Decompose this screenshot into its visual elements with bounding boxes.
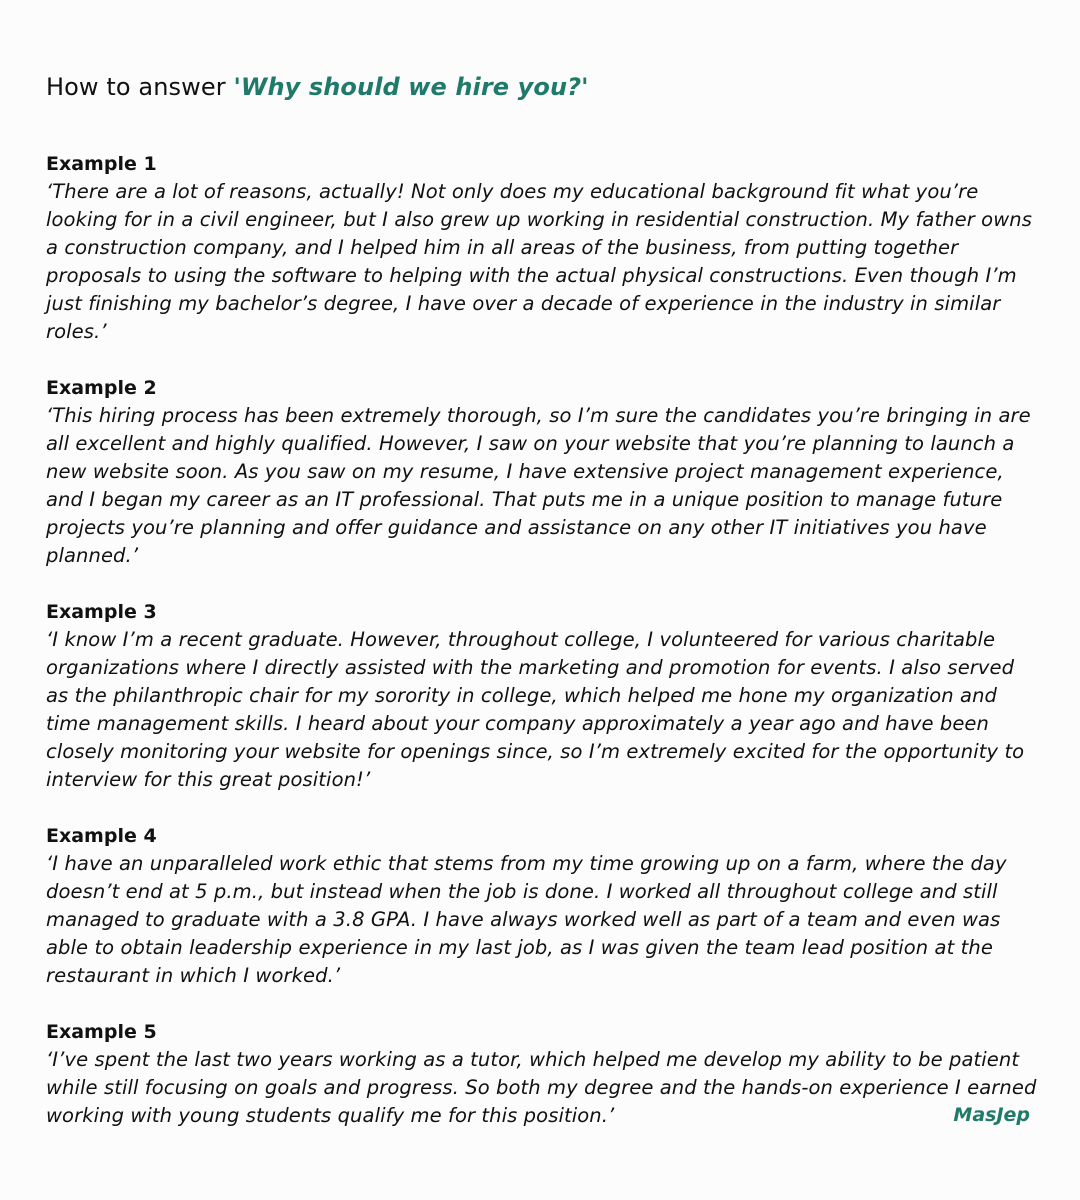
example-block-3 [46, 598, 1041, 794]
example-block-4 [46, 822, 1041, 990]
brand-watermark: MasJep [953, 1104, 1030, 1126]
example-block-2 [46, 374, 1041, 570]
example-heading: Example 5 [46, 1021, 157, 1043]
example-heading: Example 4 [46, 825, 157, 847]
example-heading: Example 2 [46, 377, 157, 399]
document-page [46, 70, 1041, 1158]
example-body: ‘There are a lot of reasons, actually! Not only does my educational background fit what you’re looking for in a civil engineer, but I also grew up working in residential construction. My father owns a construction company, and I helped him in all areas of the business, from putting together proposals to using the software to helping with the actual physical constructions. Even though I’m just finishing my bachelor’s degree, I have over a decade of experience in the industry in similar roles.’ [46, 180, 1032, 343]
example-heading: Example 1 [46, 153, 157, 175]
example-body: ‘I have an unparalleled work ethic that stems from my time growing up on a farm, where the day doesn’t end at 5 p.m., but instead when the job is done. I worked all throughout college and still managed to graduate with a 3.8 GPA. I have always worked well as part of a team and even was able to obtain leadership experience in my last job, as I was given the team lead position at the restaurant in which I worked.’ [46, 852, 1007, 987]
title-prefix: How to answer [46, 73, 234, 101]
example-body: ‘I’ve spent the last two years working as a tutor, which helped me develop my ability to be patient while still focusing on goals and progress. So both my degree and the hands-on experience I earned working with young students qualify me for this position.’ [46, 1048, 1037, 1127]
example-heading: Example 3 [46, 601, 157, 623]
example-body: ‘This hiring process has been extremely thorough, so I’m sure the candidates you’re bringing in are all excellent and highly qualified. However, I saw on your website that you’re planning to launch a new website soon. As you saw on my resume, I have extensive project management experience, and I began my career as an IT professional. That puts me in a unique position to manage future projects you’re planning and offer guidance and assistance on any other IT initiatives you have planned.’ [46, 404, 1031, 567]
page-title [46, 70, 1041, 104]
example-block-5 [46, 1018, 1041, 1130]
example-block-1 [46, 150, 1041, 346]
title-highlight: 'Why should we hire you?' [233, 73, 589, 101]
example-body: ‘I know I’m a recent graduate. However, throughout college, I volunteered for various charitable organizations where I directly assisted with the marketing and promotion for events. I also served as the philanthropic chair for my sorority in college, which helped me hone my organization and time management skills. I heard about your company approximately a year ago and have been closely monitoring your website for openings since, so I’m extremely excited for the opportunity to interview for this great position!’ [46, 628, 1025, 791]
